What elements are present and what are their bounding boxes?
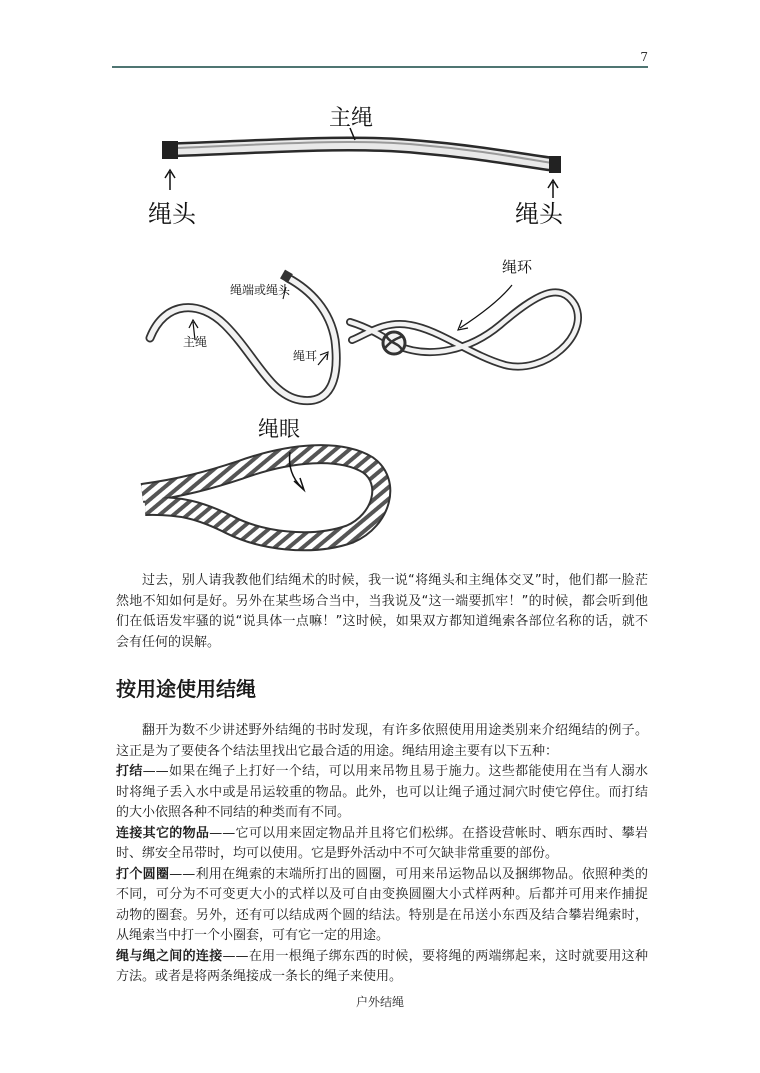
page-footer: 户外结绳 bbox=[355, 995, 404, 1009]
use-item bbox=[116, 762, 648, 824]
arrow-right bbox=[548, 180, 558, 198]
label-rope-end: 绳端或绳头 bbox=[230, 283, 291, 297]
use-description: ——在用一根绳子绑东西的时候，要将绳的两端绑起来，这时就要用这种方法。或者是将两条绳接成一条长的绳子来使用。 bbox=[116, 948, 648, 984]
use-description: ——利用在绳索的末端所打出的圆圈，可用来吊运物品以及捆绑物品。依照种类的不同，可分为不可变更大小的式样以及可自由变换圆圈大小式样两种。后都并可用来作捕捉动物的圈套。另外，还有可以结成两个圆的结法。特别是在吊送小东西及结合攀岩绳索时，从绳索当中打一个小圈套，可有它一定的用途。 bbox=[116, 866, 648, 943]
eye-rope-figure bbox=[142, 417, 381, 541]
use-term: 打个圆圈 bbox=[116, 866, 170, 882]
loop-rope-figure bbox=[350, 258, 578, 367]
intro-paragraph: 过去，别人请我教他们结绳术的时候，我一说“将绳头和主绳体交叉”时，他们都一脸茫然地不知如何是好。另外在某些场合当中，当我说及“这一端要抓牢！”的时候，都会听到他们在低语发牢骚的说“说具体一点嘛！”这时候，如果双方都知道绳索各部位名称的话，就不会有任何的误解。 bbox=[116, 573, 648, 650]
intro-section bbox=[116, 571, 648, 653]
arrow-left bbox=[165, 170, 175, 190]
label-rope-end-right: 绳头 bbox=[515, 200, 563, 228]
use-item bbox=[116, 865, 648, 947]
label-main-rope: 主绳 bbox=[329, 106, 374, 131]
rope-end-left-whipping bbox=[162, 141, 178, 159]
section-lead-paragraph: 翻开为数不少讲述野外结绳的书时发现，有许多依照使用用途类别来介绍绳结的例子。这正是为了要使各个结法里找出它最合适的用途。绳结用途主要有以下五种： bbox=[116, 723, 648, 759]
use-description: ——它可以用来固定物品并且将它们松绑。在搭设营帐时、晒东西时、攀岩时、绑安全吊带时，均可以使用。它是野外活动中不可欠缺非常重要的部份。 bbox=[116, 825, 648, 861]
label-bight: 绳耳 bbox=[293, 349, 318, 363]
label-loop: 绳环 bbox=[502, 258, 533, 276]
uses-section bbox=[116, 721, 648, 988]
bight-rope-figure bbox=[150, 270, 336, 401]
straight-rope-figure bbox=[148, 106, 564, 228]
use-item bbox=[116, 947, 648, 988]
section-title: 按用途使用结绳 bbox=[116, 677, 256, 701]
use-term: 打结 bbox=[116, 764, 143, 779]
use-description: ——如果在绳子上打好一个结，可以用来吊物且易于施力。这些都能使用在当有人溺水时将绳子丢入水中或是吊运较重的物品。此外，也可以让绳子通过洞穴时使它停住。而打结的大小依照各种不同结的种类而有不同。 bbox=[116, 764, 648, 820]
use-term: 绳与绳之间的连接 bbox=[116, 948, 223, 964]
use-item bbox=[116, 824, 648, 865]
label-rope-end-left: 绳头 bbox=[148, 200, 196, 228]
use-term: 连接其它的物品 bbox=[116, 825, 210, 841]
rope-end-right-whipping bbox=[549, 156, 561, 173]
label-main-rope-curve: 主绳 bbox=[183, 335, 208, 349]
page-number: 7 bbox=[640, 50, 648, 64]
loop-rope-shape bbox=[350, 292, 578, 366]
label-eye: 绳眼 bbox=[258, 417, 300, 441]
